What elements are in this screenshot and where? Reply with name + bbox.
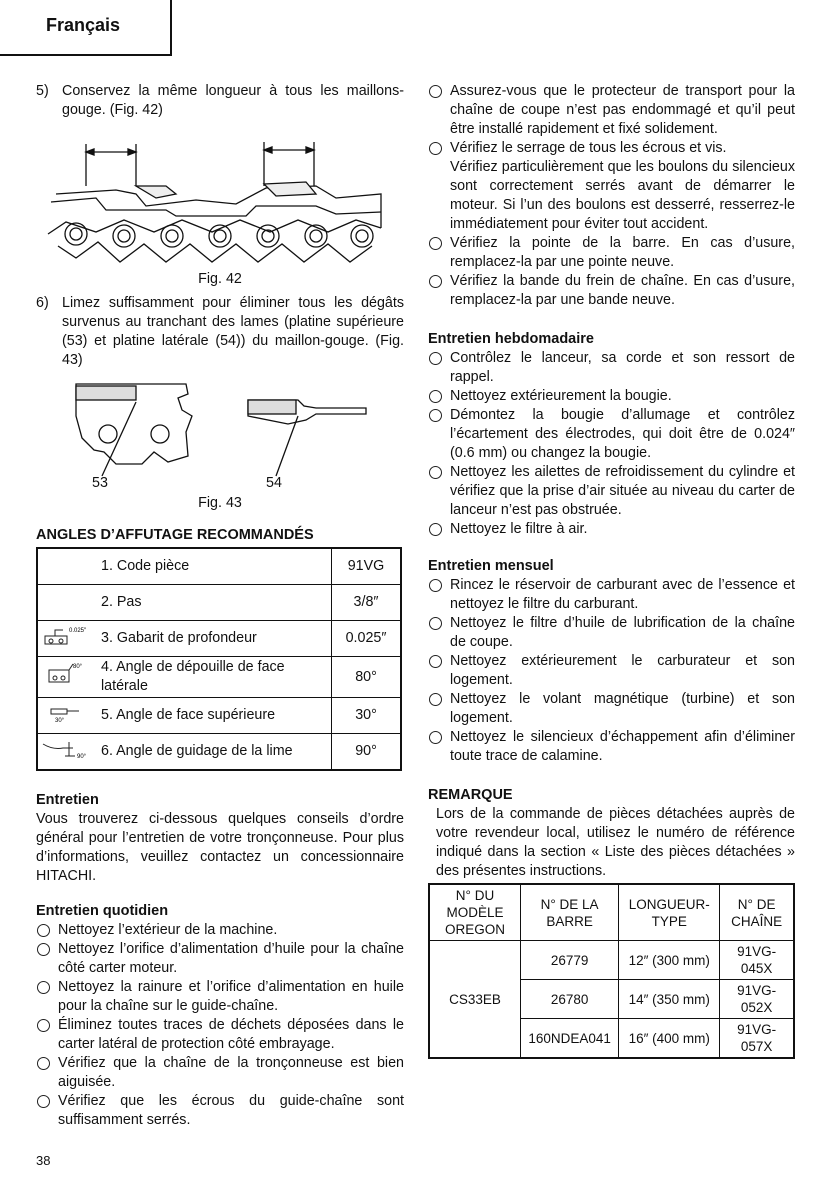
figure-42-caption: Fig. 42: [198, 271, 242, 287]
side-plate-angle-icon: [39, 660, 95, 688]
saw-chain-illustration: [36, 124, 404, 274]
figure-42: [36, 120, 404, 290]
table-row: 2. Pas 3/8″: [37, 585, 401, 621]
angles-heading: ANGLES D’AFFUTAGE RECOMMANDÉS: [36, 527, 314, 543]
depth-gauge-icon: [39, 624, 95, 648]
list-item: Nettoyez le filtre à air.: [428, 520, 795, 539]
part-label-54: 54: [266, 475, 282, 491]
figure-43: [36, 370, 404, 516]
step-5: 5) Conservez la même longueur à tous les maillons-gouge. (Fig. 42): [36, 83, 404, 118]
col-header: LONGUEUR-TYPE: [619, 884, 720, 941]
svg-text:80°: 80°: [73, 664, 83, 670]
table-row: 80° 4. Angle de dépouille de face latérale 80°: [37, 657, 401, 698]
list-item: Vérifiez que la chaîne de la tronçonneuse est bien aiguisée.: [36, 1054, 404, 1092]
weekly-heading: Entretien hebdomadaire: [428, 331, 594, 347]
entretien-heading: Entretien: [36, 792, 99, 808]
list-item: Rincez le réservoir de carburant avec de l’essence et nettoyez le filtre du carburant.: [428, 576, 795, 614]
figure-43-caption: Fig. 43: [198, 495, 242, 511]
table-row: 1. Code pièce 91VG: [37, 548, 401, 585]
table-header-row: [429, 884, 794, 941]
svg-text:0.025″: 0.025″: [69, 627, 87, 634]
left-column: [36, 82, 404, 1130]
daily-heading: Entretien quotidien: [36, 903, 169, 919]
col-header: N° DE CHAÎNE: [720, 884, 794, 941]
svg-text:90°: 90°: [77, 753, 87, 760]
list-item: Nettoyez la rainure et l’orifice d’alimentation en huile pour la chaîne sur le guide-chaîne.: [36, 978, 404, 1016]
language-tab: [0, 0, 172, 56]
monthly-list: [428, 576, 795, 766]
weekly-list: [428, 349, 795, 539]
step-6: 6) Limez suffisamment pour éliminer tous les dégâts survenus au tranchant des lames (platine supérieure (53) et platine latérale (54)) du maillon-gouge. (Fig. 43): [36, 295, 404, 368]
list-item: Vérifiez le serrage de tous les écrous et vis.: [428, 139, 795, 158]
part-label-53: 53: [92, 475, 108, 491]
model-cell: CS33EB: [429, 941, 521, 1059]
list-item: Assurez-vous que le protecteur de transport pour la chaîne de coupe n’est pas endommagé et qu’il peut être installé rapidement et fixé solidement.: [428, 82, 795, 139]
remarque-text: Lors de la commande de pièces détachées auprès de votre revendeur local, utilisez le numéro de référence indiqué dans la section « Liste des pièces détachées » des présentes instructions.: [436, 806, 795, 879]
list-item: Nettoyez extérieurement le carburateur et son logement.: [428, 652, 795, 690]
list-item: Nettoyez le volant magnétique (turbine) et son logement.: [428, 690, 795, 728]
monthly-heading: Entretien mensuel: [428, 558, 554, 574]
sharpening-angles-table: [36, 547, 402, 771]
top-plate-angle-icon: [39, 701, 95, 725]
col-header: N° DE LA BARRE: [521, 884, 619, 941]
remarque-heading: REMARQUE: [428, 787, 513, 803]
table-row: 160NDEA041 16″ (400 mm) 91VG-057X: [429, 1019, 794, 1059]
table-row: 0.025″ 3. Gabarit de profondeur 0.025″: [37, 621, 401, 657]
cutter-plates-illustration: [36, 376, 404, 486]
table-row: CS33EB 26779 12″ (300 mm) 91VG-045X: [429, 941, 794, 980]
list-item: Éliminez toutes traces de déchets déposées dans le carter latéral de protection côté embrayage.: [36, 1016, 404, 1054]
table-row: 30° 5. Angle de face supérieure 30°: [37, 698, 401, 734]
file-guide-angle-icon: [39, 736, 95, 762]
list-item: Nettoyez l’orifice d’alimentation d’huile pour la chaîne côté carter moteur.: [36, 940, 404, 978]
col-header: N° DU MODÈLE OREGON: [429, 884, 521, 941]
table-row: 26780 14″ (350 mm) 91VG-052X: [429, 980, 794, 1019]
page-number: 38: [36, 1153, 51, 1168]
list-item: Nettoyez extérieurement la bougie.: [428, 387, 795, 406]
right-column: [428, 82, 795, 1059]
list-item: Vérifiez que les écrous du guide-chaîne sont suffisamment serrés.: [36, 1092, 404, 1130]
list-item: Vérifiez la pointe de la barre. En cas d’usure, remplacez-la par une pointe neuve.: [428, 234, 795, 272]
entretien-intro: Vous trouverez ci-dessous quelques conseils d’ordre général pour l’entretien de votre tronçonneuse. Pour plus d’informations, veuillez contactez un concessionnaire HITACHI.: [36, 811, 404, 884]
list-item: Nettoyez les ailettes de refroidissement du cylindre et vérifiez que la prise d’air située au niveau du carter de lanceur n’est pas obstruée.: [428, 463, 795, 520]
list-item: Nettoyez le silencieux d’échappement afin d’éliminer toute trace de calamine.: [428, 728, 795, 766]
silencieux-note: Vérifiez particulièrement que les boulons du silencieux sont correctement serrés avant de démarrer le moteur. Si l’un des boulons est desserré, resserrez-le immédiatement pour éviter tout accident.: [450, 159, 795, 232]
list-item: Nettoyez l’extérieur de la machine.: [36, 921, 404, 940]
list-item: Contrôlez le lanceur, sa corde et son ressort de rappel.: [428, 349, 795, 387]
list-item: Vérifiez la bande du frein de chaîne. En cas d’usure, remplacez-la par une bande neuve.: [428, 272, 795, 310]
list-item: Nettoyez le filtre d’huile de lubrification de la chaîne de coupe.: [428, 614, 795, 652]
daily-list: [36, 921, 404, 1130]
list-item: Démontez la bougie d’allumage et contrôlez l’écartement des électrodes, qui doit être de 0.024″ (0.6 mm) ou changez la bougie.: [428, 406, 795, 463]
language-label: Français: [46, 15, 121, 35]
svg-text:30°: 30°: [55, 717, 65, 724]
parts-table: [428, 883, 795, 1059]
table-row: 90° 6. Angle de guidage de la lime 90°: [37, 734, 401, 771]
